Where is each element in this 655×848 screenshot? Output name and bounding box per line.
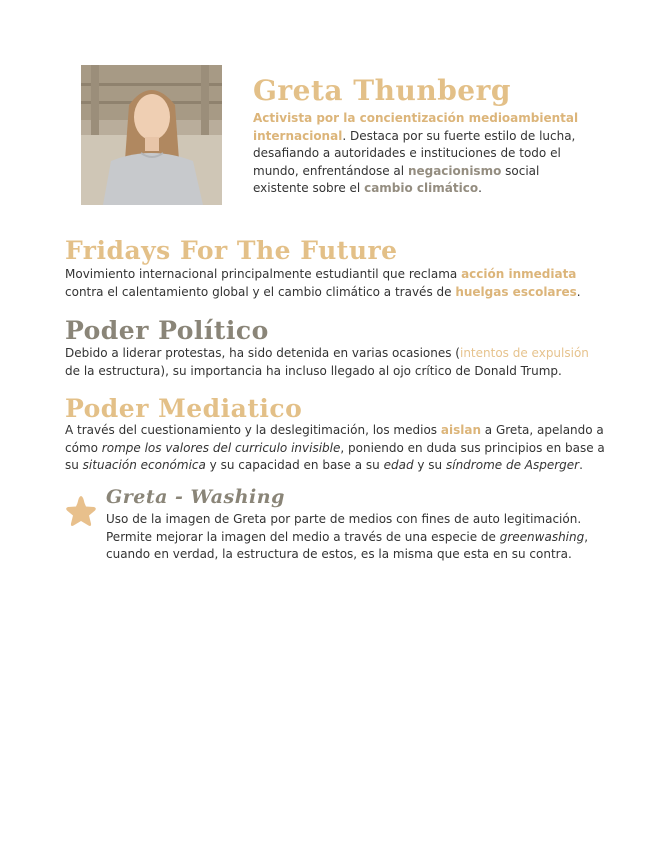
intro-highlight-denial: negacionismo [407, 163, 502, 178]
fridays-text-1: Movimiento internacional principalmente estudiantil que reclama [65, 267, 462, 281]
media-text-1: A través del cuestionamiento y la deslegitimación, los medios [65, 423, 441, 437]
portrait-image [81, 65, 222, 205]
political-highlight-expulsion: intentos de expulsión [459, 346, 589, 360]
media-power-paragraph [65, 422, 605, 475]
media-text-6: . [579, 458, 583, 472]
media-text-5: y su [413, 458, 446, 472]
media-text-2: a Greta, apelando a cómo [65, 423, 604, 455]
media-text-3: , poniendo en duda sus principios en base a su [65, 440, 605, 472]
fridays-heading: Fridays For The Future [65, 236, 398, 265]
intro-highlight-activist: Activista por la concientización medioambiental internacional [253, 111, 579, 143]
fridays-paragraph [65, 266, 605, 301]
media-highlight-isolate: aislan [440, 423, 481, 437]
profile-name: Greta Thunberg [253, 74, 511, 107]
star-icon [64, 494, 98, 528]
media-text-4: y su capacidad en base a su [205, 458, 384, 472]
greta-washing-paragraph [106, 511, 606, 564]
political-text-1: Debido a liderar protestas, ha sido detenida en varias ocasiones ( [65, 346, 460, 360]
fridays-highlight-action: acción inmediata [461, 267, 577, 281]
media-emphasis-asperger: síndrome de Asperger [445, 458, 580, 472]
media-emphasis-curriculum: rompe los valores del curriculo invisible [101, 440, 341, 455]
fridays-highlight-strikes: huelgas escolares [455, 284, 577, 299]
media-emphasis-age: edad [383, 458, 414, 472]
media-power-heading: Poder Mediatico [65, 394, 303, 423]
media-emphasis-economic: situación económica [82, 458, 206, 472]
intro-text-3: . [478, 181, 482, 195]
washing-text-2: , cuando en verdad, la estructura de estos, es la misma que esta en su contra. [106, 529, 589, 561]
political-power-paragraph [65, 345, 605, 380]
political-power-heading: Poder Político [65, 316, 269, 345]
profile-intro [253, 110, 583, 198]
washing-emphasis-greenwashing: greenwashing [499, 529, 585, 544]
fridays-text-2: contra el calentamiento global y el cambio climático a través de [65, 284, 456, 299]
washing-text-1: Uso de la imagen de Greta por parte de medios con fines de auto legitimación. Permite mejorar la imagen del medio a través de una especie de [106, 512, 582, 544]
political-text-2: de la estructura), su importancia ha incluso llegado al ojo crítico de Donald Trump. [65, 363, 562, 378]
intro-text-2: social existente sobre el [253, 163, 540, 195]
greta-washing-heading: Greta - Washing [106, 486, 285, 508]
profile-photo [81, 65, 222, 205]
intro-highlight-climate: cambio climático [364, 181, 479, 195]
fridays-text-3: . [576, 284, 581, 299]
intro-text-1: . Destaca por su fuerte estilo de lucha, desafiando a autoridades e instituciones de todo el mundo, enfrentándose al [253, 128, 576, 178]
